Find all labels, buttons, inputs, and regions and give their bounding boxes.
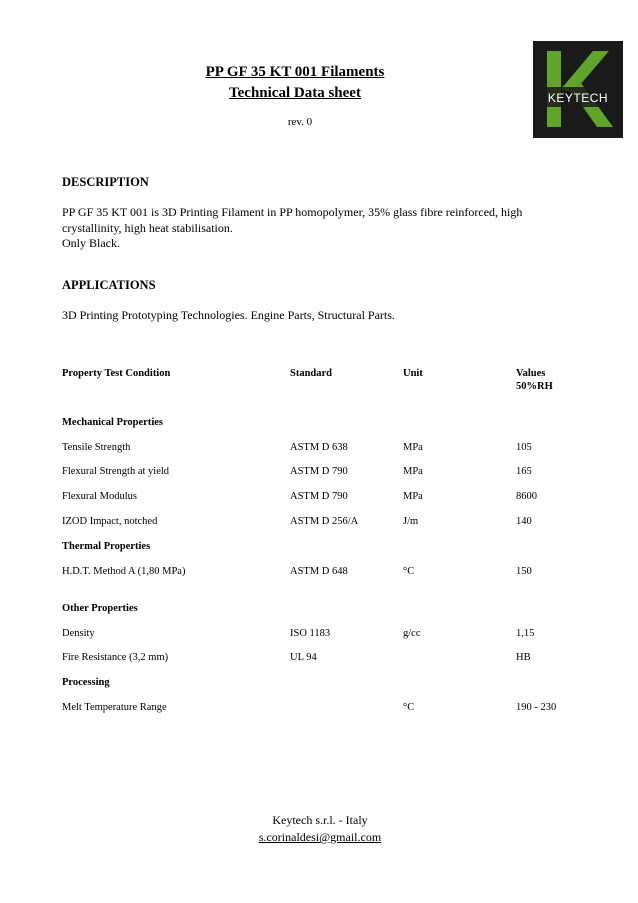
description-heading: DESCRIPTION (62, 175, 149, 189)
table-cell-value: 105 (516, 442, 532, 453)
table-cell-value: 140 (516, 516, 532, 527)
table-cell-standard: ASTM D 790 (290, 491, 348, 502)
table-cell-standard: ASTM D 256/A (290, 516, 359, 527)
description-line-1: PP GF 35 KT 001 is 3D Printing Filament in PP homopolymer, 35% glass fibre reinforced, high (62, 205, 523, 219)
column-header-values: Values (516, 368, 546, 379)
table-cell-property: H.D.T. Method A (1,80 MPa) (62, 566, 186, 577)
column-header-standard: Standard (290, 368, 333, 379)
revision-label: rev. 0 (287, 116, 313, 128)
table-cell-unit: MPa (403, 466, 423, 477)
table-cell-value: 1,15 (516, 628, 535, 639)
table-cell-standard: ASTM D 648 (290, 566, 348, 577)
table-cell-value: HB (516, 652, 531, 663)
table-cell-standard: ASTM D 638 (290, 442, 348, 453)
keytech-logo-icon (533, 41, 623, 138)
keytech-logo (533, 41, 623, 138)
document-title: PP GF 35 KT 001 Filaments (205, 64, 385, 80)
logo-wordmark: KEYTECH (547, 91, 609, 105)
column-header-unit: Unit (403, 368, 423, 379)
table-cell-property: Flexural Modulus (62, 491, 137, 502)
table-cell-standard: ASTM D 790 (290, 466, 348, 477)
table-cell-standard: ISO 1183 (290, 628, 331, 639)
footer-company: Keytech s.r.l. - Italy (272, 813, 368, 827)
applications-heading: APPLICATIONS (62, 278, 156, 292)
table-cell-unit: J/m (403, 516, 419, 527)
section-title-mechanical: Mechanical Properties (62, 417, 163, 428)
table-cell-value: 8600 (516, 491, 537, 502)
table-cell-property: Density (62, 628, 95, 639)
section-title-other: Other Properties (62, 603, 138, 614)
table-cell-property: Tensile Strength (62, 442, 131, 453)
table-cell-value: 150 (516, 566, 532, 577)
footer-email-row (0, 829, 638, 846)
column-header-property: Property Test Condition (62, 368, 171, 379)
table-cell-unit: MPa (403, 491, 423, 502)
column-header-values-condition: 50%RH (516, 381, 553, 392)
table-cell-property: IZOD Impact, notched (62, 516, 158, 527)
section-title-processing: Processing (62, 677, 110, 688)
table-cell-unit: °C (403, 566, 415, 577)
section-title-thermal: Thermal Properties (62, 541, 151, 552)
table-cell-value: 190 - 230 (516, 702, 557, 713)
table-cell-property: Flexural Strength at yield (62, 466, 170, 477)
table-cell-unit: °C (403, 702, 415, 713)
table-cell-unit: g/cc (403, 628, 421, 639)
table-cell-property: Fire Resistance (3,2 mm) (62, 652, 169, 663)
document-subtitle: Technical Data sheet (229, 85, 361, 101)
applications-text: 3D Printing Prototyping Technologies. Engine Parts, Structural Parts. (62, 308, 395, 322)
table-cell-standard: UL 94 (290, 652, 317, 663)
footer-email-link[interactable]: s.corinaldesi@gmail.com (258, 830, 382, 844)
description-line-3: Only Black. (62, 236, 120, 250)
table-cell-property: Melt Temperature Range (62, 702, 167, 713)
table-cell-unit: MPa (403, 442, 423, 453)
description-line-2: crystallinity, high heat stabilisation. (62, 221, 233, 235)
table-cell-value: 165 (516, 466, 532, 477)
